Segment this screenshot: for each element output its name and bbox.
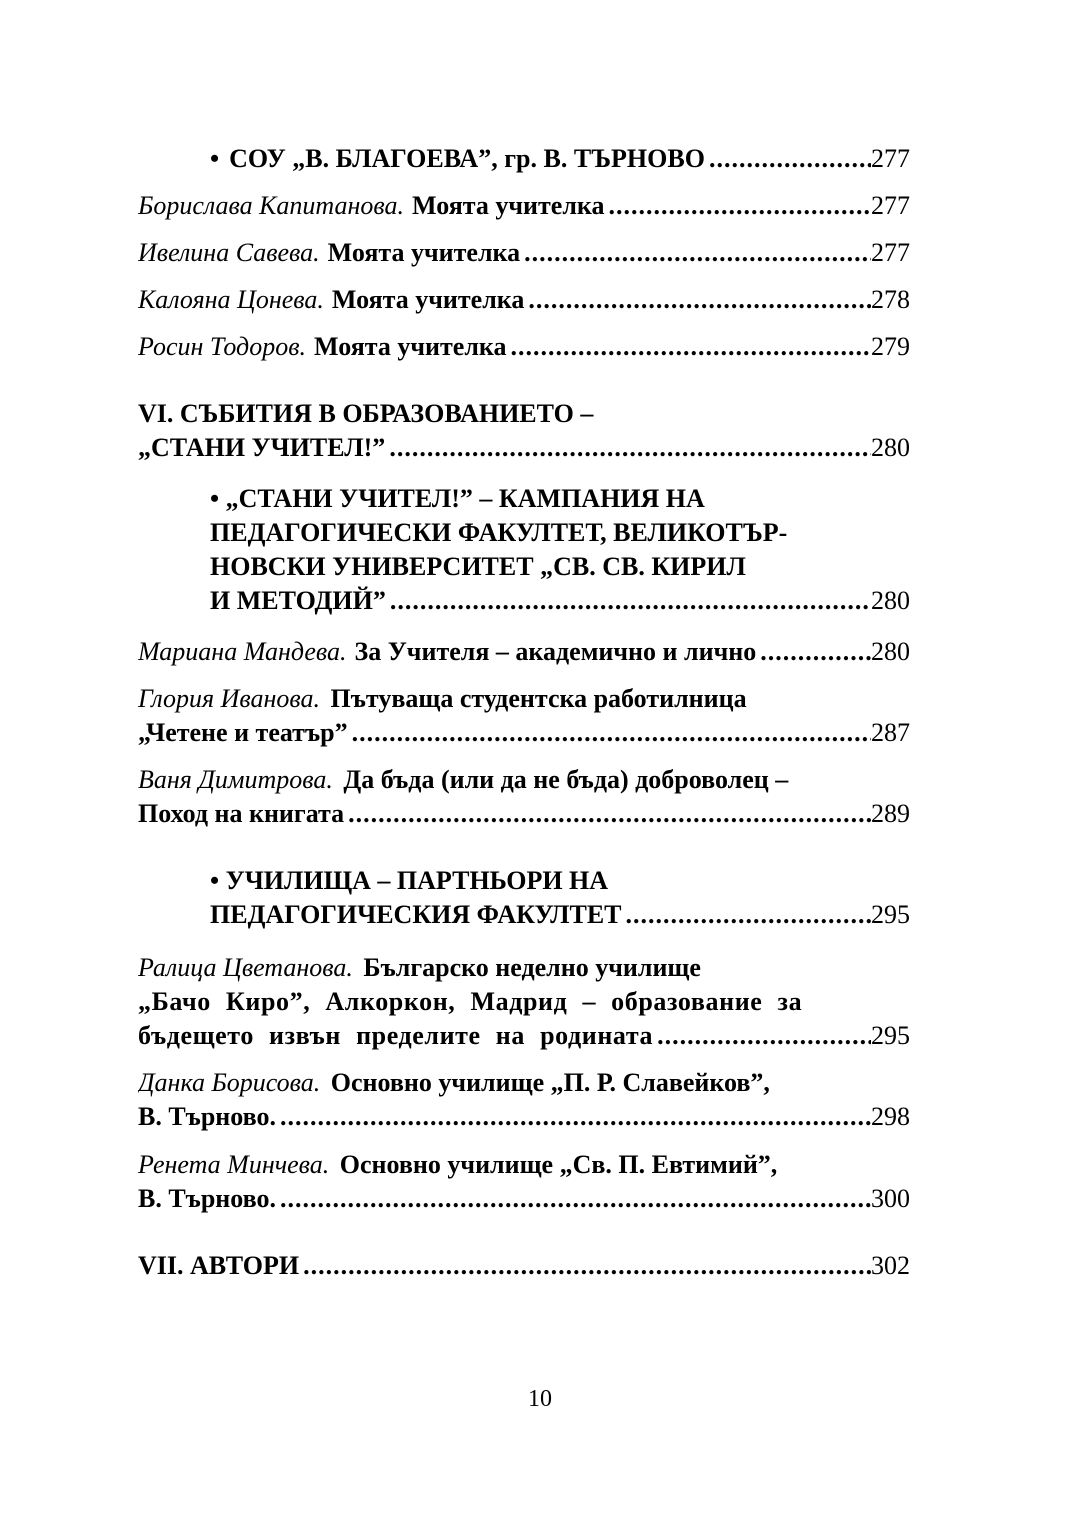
toc-entry-continued[interactable] <box>138 716 910 750</box>
toc-entry-title: бъдещето извън пределите на родината <box>138 1021 654 1050</box>
toc-page-number: 289 <box>871 799 910 828</box>
schools-heading[interactable] <box>210 864 910 898</box>
toc-entry-title: В. Търново. <box>138 1102 276 1131</box>
dot-leader <box>344 797 871 831</box>
toc-entry-title: Пътуваща студентска работилница <box>330 684 747 713</box>
toc-entry[interactable] <box>138 189 910 223</box>
toc-page-number: 302 <box>871 1251 910 1280</box>
dot-leader <box>653 1019 871 1053</box>
toc-entry[interactable] <box>138 283 910 317</box>
toc-page-number: 295 <box>871 1021 910 1050</box>
toc-entry-title: Моята учителка <box>314 332 507 361</box>
toc-entry-sou[interactable] <box>210 142 910 176</box>
campaign-line: „СТАНИ УЧИТЕЛ!” – КАМПАНИЯ НА <box>225 484 705 513</box>
toc-entry-title: Поход на книгата <box>138 799 345 828</box>
toc-entry-title: И МЕТОДИЙ” <box>210 586 386 615</box>
toc-entry[interactable] <box>138 1066 910 1100</box>
toc-entry-author: Борислава Капитанова. <box>138 191 405 220</box>
campaign-line: НОВСКИ УНИВЕРСИТЕТ „СВ. СВ. КИРИЛ <box>210 552 746 581</box>
toc-entry-author: Ралица Цветанова. <box>138 953 353 982</box>
toc-page-number: 300 <box>871 1184 910 1213</box>
schools-line: УЧИЛИЩА – ПАРТНЬОРИ НА <box>225 866 609 895</box>
toc-entry-author: Росин Тодоров. <box>138 332 306 361</box>
dot-leader <box>520 236 871 270</box>
toc-entry-title: Основно училище „Св. П. Евтимий”, <box>339 1150 778 1179</box>
toc-entry-title: Да бъда (или да не бъда) доброволец – <box>343 765 789 794</box>
toc-page-number: 298 <box>871 1102 910 1131</box>
dot-leader <box>276 1100 871 1134</box>
toc-entry-title: Моята учителка <box>327 238 521 267</box>
toc-page-number: 279 <box>871 332 910 361</box>
toc-page-number: 287 <box>871 718 910 747</box>
toc-entry-title: Основно училище „П. Р. Славейков”, <box>330 1068 770 1097</box>
toc-entry-title: Моята учителка <box>412 191 605 220</box>
campaign-heading[interactable] <box>210 482 910 516</box>
bullet: • <box>210 866 220 895</box>
toc-entry-title: „Четене и театър” <box>138 718 348 747</box>
page-number-footer: 10 <box>528 1386 552 1412</box>
toc-entry-continued[interactable] <box>138 1019 910 1053</box>
dot-leader <box>756 635 871 669</box>
section-7-entry[interactable] <box>138 1249 910 1283</box>
toc-entry[interactable] <box>138 682 910 716</box>
toc-entry[interactable] <box>138 236 910 270</box>
dot-leader <box>299 1249 871 1283</box>
dot-leader <box>386 584 871 618</box>
schools-entry[interactable] <box>210 898 910 932</box>
toc-entry[interactable] <box>138 763 910 797</box>
toc-page-number: 278 <box>871 285 910 314</box>
toc-entry[interactable] <box>138 330 910 364</box>
toc-entry-author: Калояна Цонева. <box>138 285 324 314</box>
toc-entry[interactable] <box>138 951 910 985</box>
toc-entry-author: Данка Борисова. <box>138 1068 321 1097</box>
toc-page-number: 280 <box>871 433 910 462</box>
dot-leader <box>348 716 871 750</box>
toc-entry-title: В. Търново. <box>138 1184 276 1213</box>
dot-leader <box>705 142 871 176</box>
toc-entry-title: Моята учителка <box>331 285 525 314</box>
toc-entry-title: „СТАНИ УЧИТЕЛ!” <box>138 433 386 462</box>
toc-entry-continued[interactable] <box>138 1182 910 1216</box>
toc-entry-author: Ренета Минчева. <box>138 1150 330 1179</box>
campaign-line: ПЕДАГОГИЧЕСКИ ФАКУЛТЕТ, ВЕЛИКОТЪР- <box>210 518 788 547</box>
toc-entry[interactable] <box>138 1148 910 1182</box>
toc-page-number: 277 <box>871 191 910 220</box>
toc-entry-title: ПЕДАГОГИЧЕСКИЯ ФАКУЛТЕТ <box>210 900 622 929</box>
dot-leader <box>507 330 872 364</box>
toc-page-number: 280 <box>871 637 910 666</box>
toc-entry-title: СОУ „В. БЛАГОЕВА”, гр. В. ТЪРНОВО <box>229 144 705 173</box>
dot-leader <box>622 898 871 932</box>
section-6-entry[interactable] <box>138 431 910 465</box>
toc-entry-continued: „Бачо Киро”, Алкоркон, Мадрид – образование за <box>138 987 803 1016</box>
toc-entry-title: Българско неделно училище <box>363 953 701 982</box>
toc-entry-author: Ивелина Савева. <box>138 238 320 267</box>
bullet: • <box>210 484 220 513</box>
toc-entry[interactable] <box>138 635 910 669</box>
toc-entry-title: VII. АВТОРИ <box>138 1251 300 1280</box>
dot-leader <box>385 431 871 465</box>
dot-leader <box>276 1182 871 1216</box>
section-6-heading[interactable]: VI. СЪБИТИЯ В ОБРАЗОВАНИЕТО – <box>138 399 594 428</box>
toc-page-number: 295 <box>871 900 910 929</box>
toc-page-number: 280 <box>871 586 910 615</box>
campaign-entry[interactable] <box>210 584 910 618</box>
toc-entry-author: Ваня Димитрова. <box>138 765 333 794</box>
toc-entry-author: Мариана Мандева. <box>138 637 347 666</box>
dot-leader <box>524 283 871 317</box>
toc-page-number: 277 <box>871 238 910 267</box>
toc-entry-continued[interactable] <box>138 1100 910 1134</box>
toc-entry-title: За Учителя – академично и лично <box>354 637 757 666</box>
toc-entry-continued[interactable] <box>138 797 910 831</box>
toc-page-number: 277 <box>871 144 910 173</box>
bullet: • <box>210 144 220 173</box>
toc-entry-author: Глория Иванова. <box>138 684 321 713</box>
dot-leader <box>605 189 871 223</box>
